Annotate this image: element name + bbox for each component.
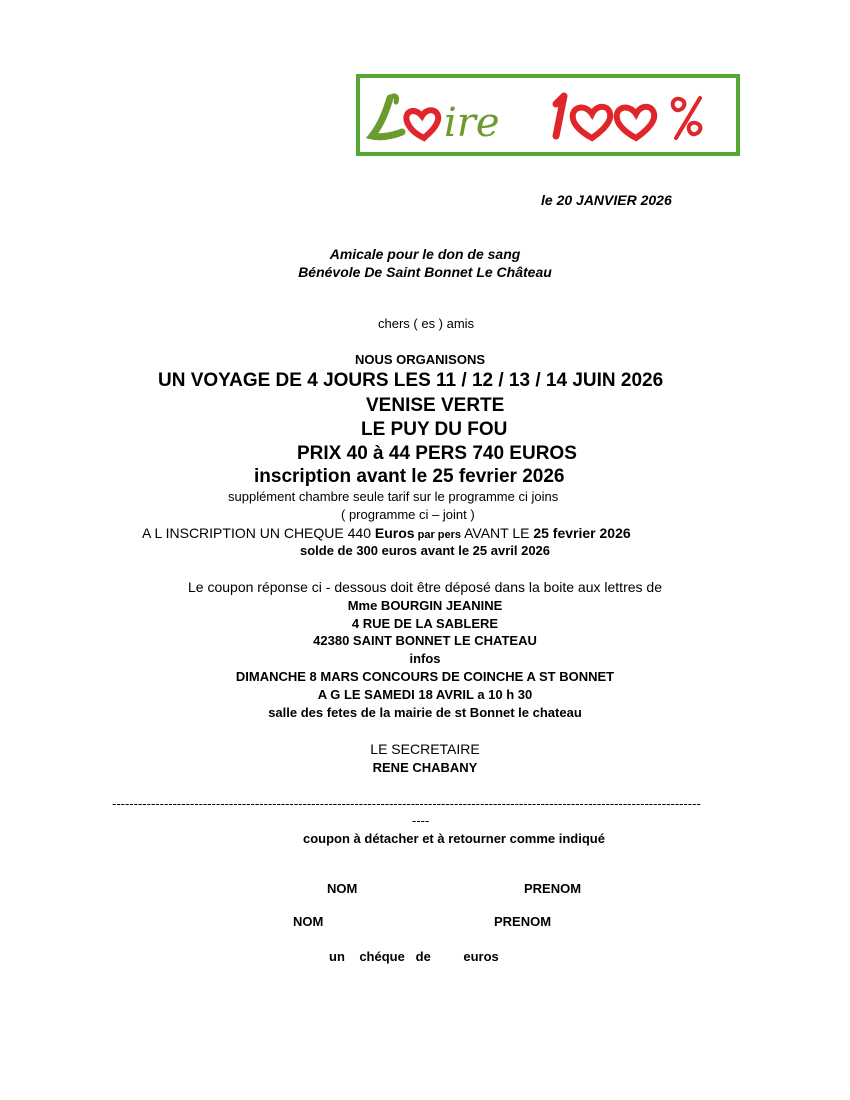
coupon-separator-tail: ---- bbox=[412, 813, 430, 828]
cheque-date: 25 fevrier 2026 bbox=[533, 525, 631, 541]
program-note: ( programme ci – joint ) bbox=[341, 507, 475, 522]
logo-heart-icon-2 bbox=[573, 107, 611, 138]
cheque-per-person: par pers bbox=[414, 529, 465, 541]
coupon-nom-label-1: NOM bbox=[327, 881, 358, 896]
signature-title: LE SECRETAIRE bbox=[370, 741, 480, 757]
association-name-line1: Amicale pour le don de sang bbox=[329, 246, 521, 262]
coupon-instructions: Le coupon réponse ci - dessous doit être déposé dans la boite aux lettres de bbox=[188, 579, 662, 595]
cheque-line bbox=[142, 525, 631, 541]
trip-title: UN VOYAGE DE 4 JOURS LES 11 / 12 / 13 / 14 JUIN 2026 bbox=[158, 370, 664, 391]
signature-name: RENE CHABANY bbox=[372, 760, 478, 775]
letter-date: le 20 JANVIER 2026 bbox=[541, 192, 672, 208]
infos-label: infos bbox=[409, 651, 441, 666]
coupon-nom-label-2: NOM bbox=[293, 914, 324, 929]
single-room-supplement: supplément chambre seule tarif sur le programme ci joins bbox=[228, 489, 559, 504]
association-name-line2: Bénévole De Saint Bonnet Le Château bbox=[298, 264, 552, 280]
registration-deadline: inscription avant le 25 fevrier 2026 bbox=[254, 466, 565, 487]
logo-digit-one bbox=[556, 96, 564, 136]
coupon-prenom-label-2: PRENOM bbox=[494, 914, 552, 929]
logo-heart-icon bbox=[406, 110, 438, 138]
balance-line: solde de 300 euros avant le 25 avril 2026 bbox=[299, 543, 551, 558]
greeting: chers ( es ) amis bbox=[378, 316, 475, 331]
intro-line: NOUS ORGANISONS bbox=[355, 352, 486, 367]
destination-1: VENISE VERTE bbox=[366, 395, 505, 416]
event-coinche: DIMANCHE 8 MARS CONCOURS DE COINCHE A ST BONNET bbox=[235, 669, 615, 684]
trip-price: PRIX 40 à 44 PERS 740 EUROS bbox=[297, 443, 577, 464]
loire-100-logo bbox=[356, 74, 740, 156]
logo-text: ire bbox=[444, 100, 500, 146]
event-location: salle des fetes de la mairie de st Bonnet le chateau bbox=[268, 705, 582, 720]
destination-2: LE PUY DU FOU bbox=[361, 419, 508, 440]
address-city: 42380 SAINT BONNET LE CHATEAU bbox=[313, 633, 537, 648]
cheque-euros: Euros bbox=[374, 525, 415, 541]
logo-artwork bbox=[360, 78, 736, 152]
coupon-cheque-line: un chéque de euros bbox=[329, 949, 499, 964]
logo-heart-icon-3 bbox=[617, 107, 655, 138]
cheque-before: AVANT LE bbox=[464, 525, 534, 541]
coupon-separator: ---------------------------------------------------------------------------------------------------------------------------------------- bbox=[112, 796, 701, 811]
address-street: 4 RUE DE LA SABLERE bbox=[351, 616, 499, 631]
coupon-title: coupon à détacher et à retourner comme indiqué bbox=[303, 831, 605, 846]
event-general-assembly: A G LE SAMEDI 18 AVRIL a 10 h 30 bbox=[317, 687, 533, 702]
cheque-text: A L INSCRIPTION UN CHEQUE 440 bbox=[142, 525, 375, 541]
address-name: Mme BOURGIN JEANINE bbox=[347, 598, 503, 613]
coupon-prenom-label-1: PRENOM bbox=[524, 881, 582, 896]
logo-percent-sign bbox=[673, 98, 701, 138]
